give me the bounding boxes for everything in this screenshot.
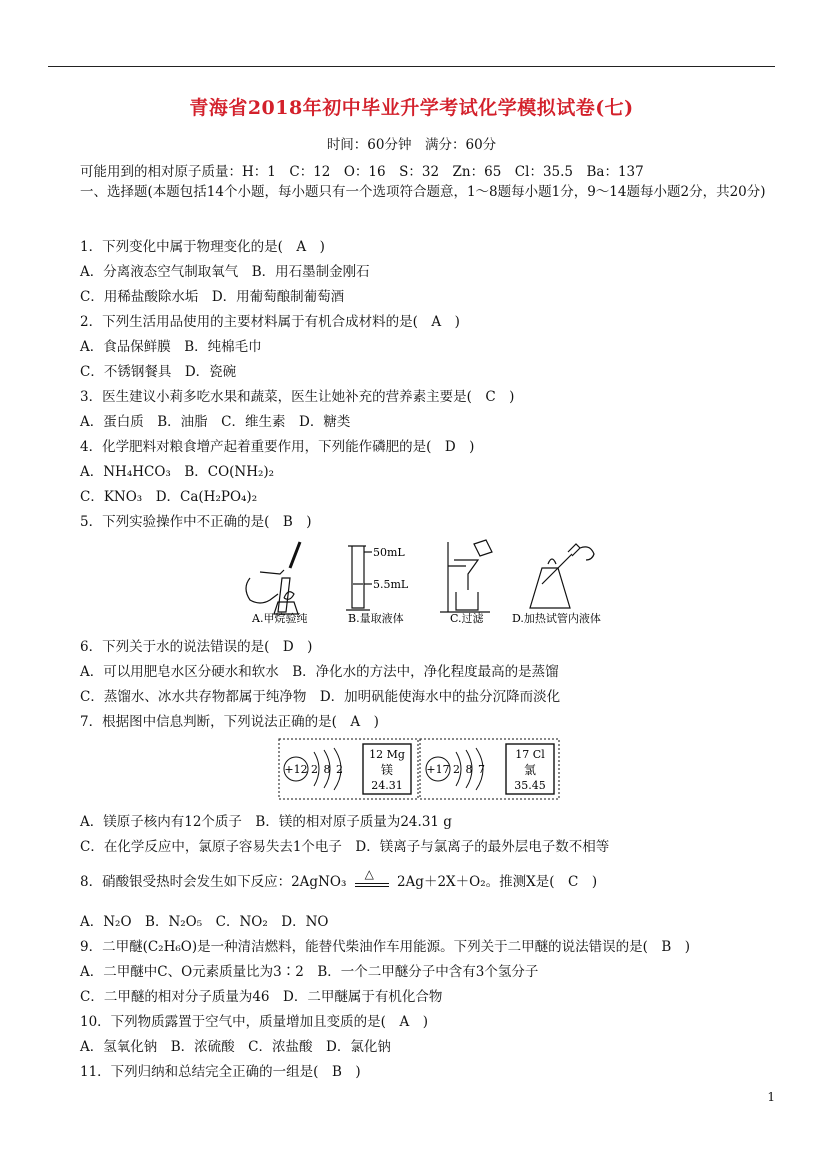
q10-stem: 10．下列物质露置于空气中，质量增加且变质的是( A ) — [80, 1014, 428, 1030]
mg-electron-shells: 2 8 2 — [311, 763, 344, 776]
graduated-cylinder-icon — [346, 546, 372, 610]
q1-options-cd: C．用稀盐酸除水垢 D．用葡萄酿制葡萄酒 — [80, 289, 345, 305]
q9-options-cd: C．二甲醚的相对分子质量为46 D．二甲醚属于有机化合物 — [80, 989, 443, 1005]
q2-options-ab: A．食品保鲜膜 B．纯棉毛巾 — [80, 339, 262, 355]
mg-number-symbol: 12 Mg — [369, 748, 405, 761]
caption-c: C.过滤 — [450, 612, 484, 625]
q9-stem: 9．二甲醚(C₂H₆O)是一种清洁燃料，能替代柴油作车用能源。下列关于二甲醚的说法错误的是( B ) — [80, 939, 691, 955]
q7-stem: 7．根据图中信息判断，下列说法正确的是( A ) — [80, 714, 379, 730]
atom-structure-illustration — [278, 738, 560, 800]
q2-stem: 2．下列生活用品使用的主要材料属于有机合成材料的是( A ) — [80, 314, 460, 330]
mg-name: 镁 — [380, 763, 394, 777]
q10-options: A．氢氧化钠 B．浓硫酸 C．浓盐酸 D．氯化钠 — [80, 1039, 391, 1055]
cl-name: 氯 — [523, 763, 537, 777]
exam-title: 青海省2018年初中毕业升学考试化学模拟试卷(七) — [189, 97, 634, 119]
q8-options: A．N₂O B．N₂O₅ C．NO₂ D．NO — [80, 914, 329, 930]
q3-options: A．蛋白质 B．油脂 C．维生素 D．糖类 — [80, 414, 351, 430]
q8-stem — [80, 866, 598, 890]
q1-options-ab: A．分离液态空气制取氧气 B．用石墨制金刚石 — [80, 264, 370, 280]
cl-mass: 35.45 — [514, 779, 546, 792]
q5-stem: 5．下列实验操作中不正确的是( B ) — [80, 514, 312, 530]
cl-electron-shells: 2 8 7 — [453, 763, 486, 776]
mg-nucleus-charge: +12 — [284, 763, 308, 776]
q5-lab-figure — [230, 538, 615, 628]
q1-stem: 1．下列变化中属于物理变化的是( A ) — [80, 239, 325, 255]
q7-options-ab: A．镁原子核内有12个质子 B．镁的相对原子质量为24.31 g — [80, 814, 452, 830]
cylinder-mark-50ml: 50mL — [373, 546, 405, 559]
caption-d: D.加热试管内液体 — [512, 612, 601, 625]
q4-options-ab: A．NH₄HCO₃ B．CO(NH₂)₂ — [80, 464, 275, 480]
heating-test-tube-icon — [530, 544, 594, 608]
q9-options-ab: A．二甲醚中C、O元素质量比为3∶2 B．一个二甲醚分子中含有3个氢分子 — [80, 964, 539, 980]
filtration-icon — [440, 540, 492, 612]
q4-options-cd: C．KNO₃ D．Ca(H₂PO₄)₂ — [80, 489, 258, 505]
q6-options-ab: A．可以用肥皂水区分硬水和软水 B．净化水的方法中，净化程度最高的是蒸馏 — [80, 664, 559, 680]
header-rule — [48, 66, 775, 67]
caption-b: B.量取液体 — [348, 612, 404, 625]
q11-stem: 11．下列归纳和总结完全正确的一组是( B ) — [80, 1064, 361, 1080]
heat-triangle-icon: △ — [364, 866, 374, 881]
methane-test-icon — [246, 542, 300, 614]
q6-stem: 6．下列关于水的说法错误的是( D ) — [80, 639, 313, 655]
q8-stem-pre: 8．硝酸银受热时会发生如下反应：2AgNO₃ — [80, 874, 347, 890]
page-number: 1 — [767, 1090, 775, 1104]
cl-atom-diagram — [426, 748, 486, 790]
lab-operations-illustration — [230, 538, 615, 628]
section-intro: 一、选择题(本题包括14个小题，每小题只有一个选项符合题意，1～8题每小题1分，9～14题每小题2分，共20分) — [80, 184, 766, 200]
q3-stem: 3．医生建议小莉多吃水果和蔬菜，医生让她补充的营养素主要是( C ) — [80, 389, 515, 405]
atomic-masses: 可能用到的相对原子质量：H：1 C：12 O：16 S：32 Zn：65 Cl：35.5 Ba：137 — [80, 164, 644, 180]
cl-nucleus-charge: +17 — [426, 763, 450, 776]
caption-a: A.甲烷验纯 — [252, 612, 308, 625]
q7-options-cd: C．在化学反应中，氯原子容易失去1个电子 D．镁离子与氯离子的最外层电子数不相等 — [80, 839, 610, 855]
cylinder-mark-5-5ml: 5.5mL — [373, 578, 409, 591]
time-score: 时间：60分钟 满分：60分 — [326, 137, 497, 153]
mg-mass: 24.31 — [371, 779, 403, 792]
q6-options-cd: C．蒸馏水、冰水共存物都属于纯净物 D．加明矾能使海水中的盐分沉降而淡化 — [80, 689, 561, 705]
cl-number-symbol: 17 Cl — [515, 748, 545, 761]
q4-stem: 4．化学肥料对粮食增产起着重要作用，下列能作磷肥的是( D ) — [80, 439, 475, 455]
heat-equals-sign — [355, 866, 389, 890]
mg-atom-diagram — [284, 748, 344, 790]
q7-atom-figure — [278, 738, 560, 800]
q8-stem-post: 2Ag＋2X＋O₂。推测X是( C ) — [396, 874, 598, 890]
q2-options-cd: C．不锈钢餐具 D．瓷碗 — [80, 364, 237, 380]
